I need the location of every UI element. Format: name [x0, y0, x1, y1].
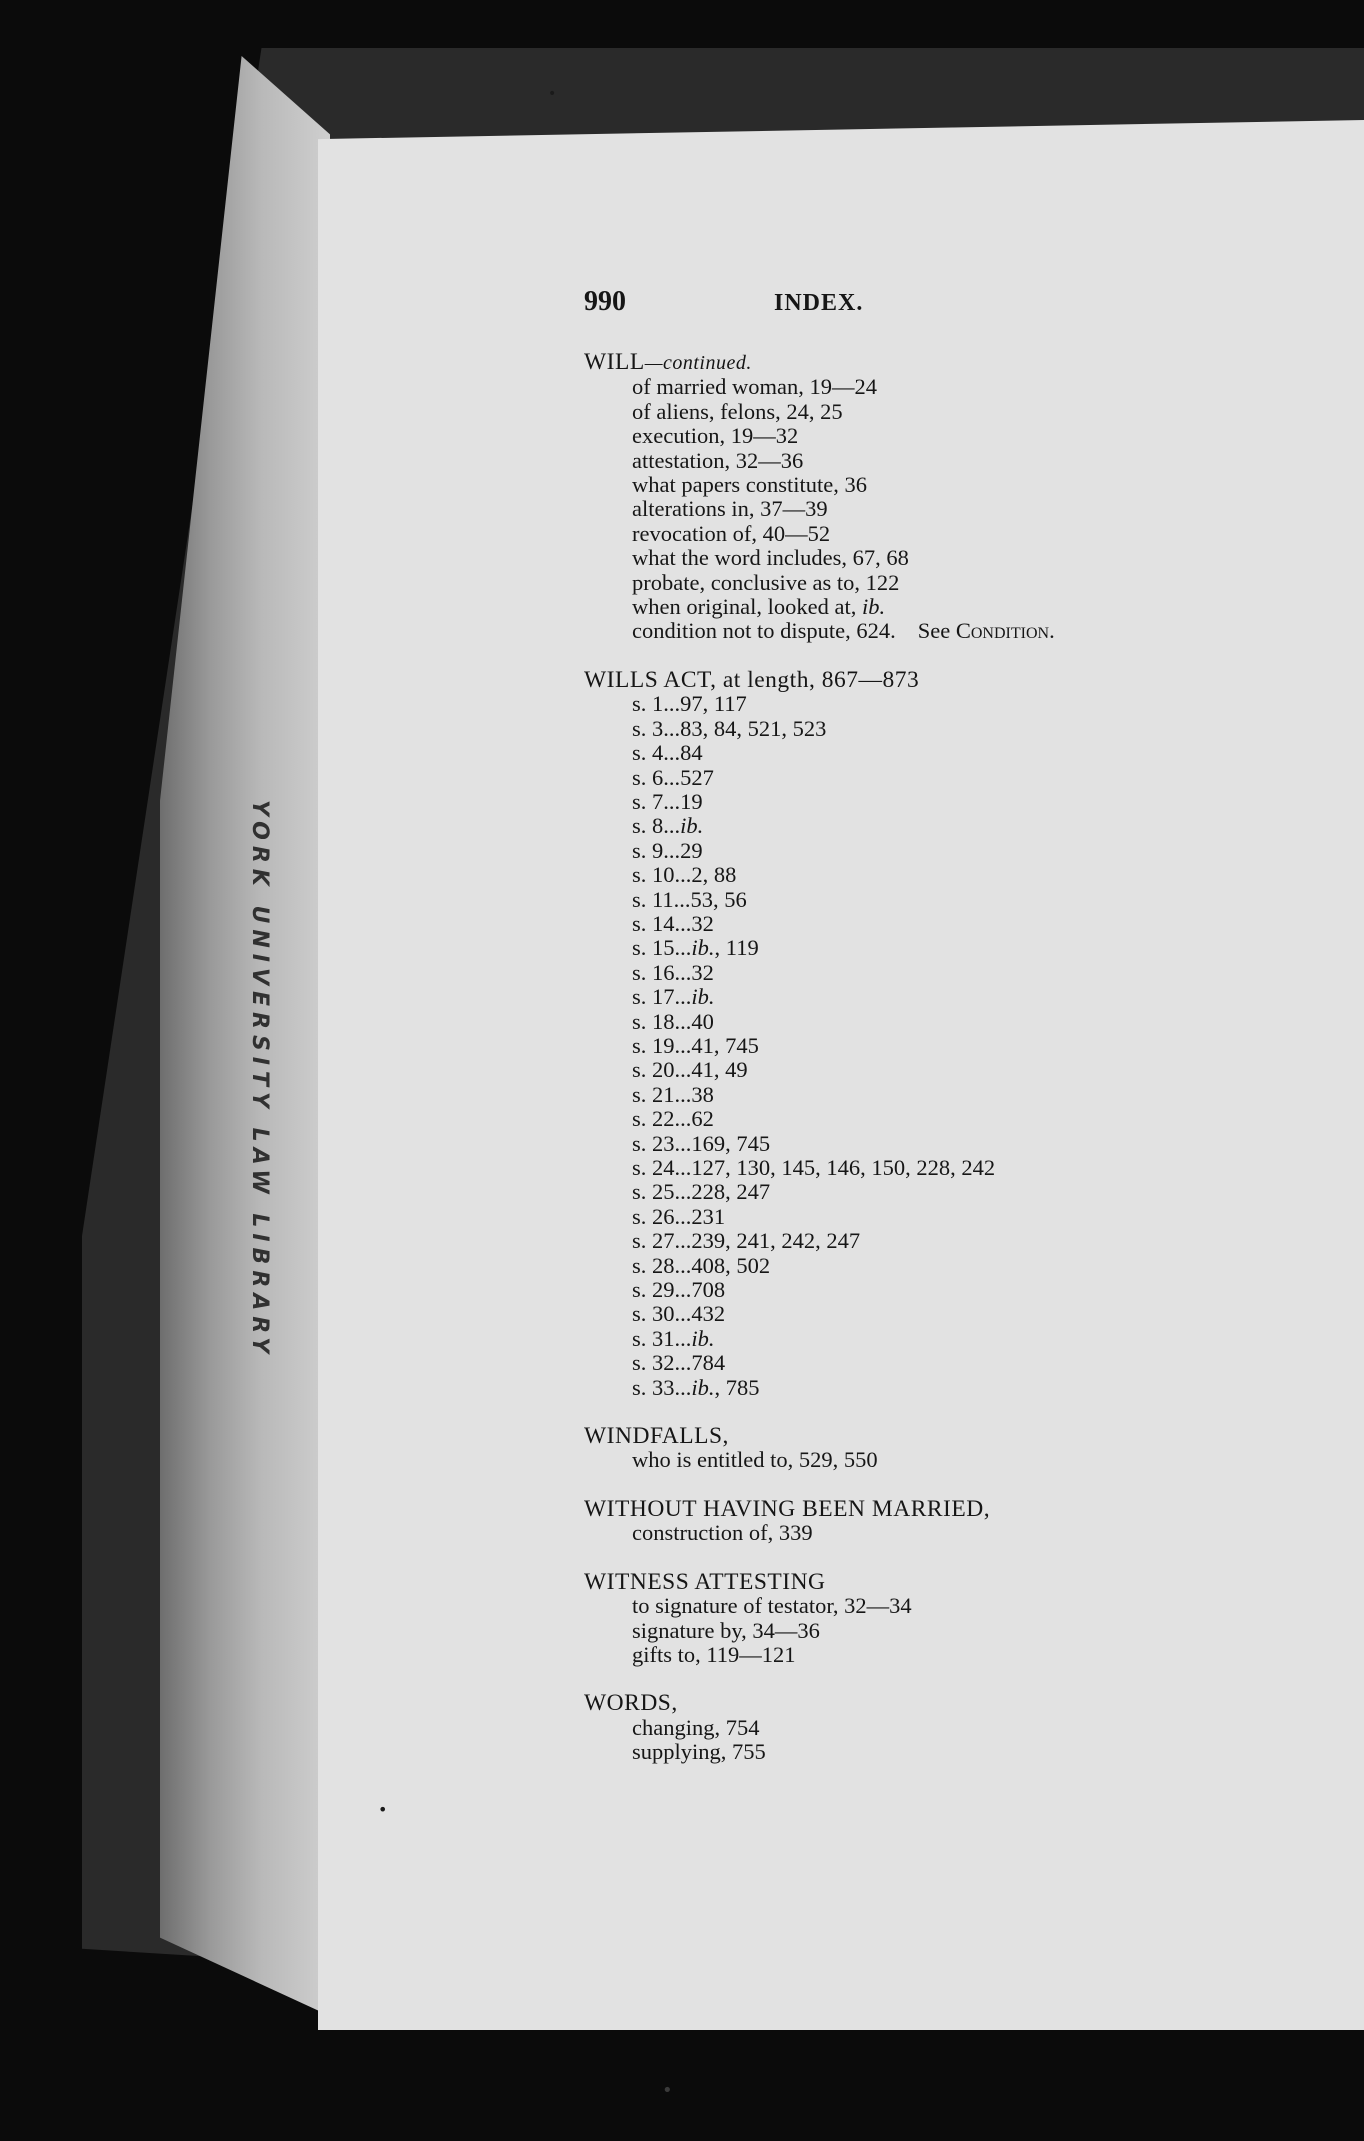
section-ref: s. 18...40 [632, 1008, 714, 1034]
section-ref: s. 15...ib., 119 [632, 935, 759, 961]
page-header [584, 286, 1224, 330]
section-ref: s. 28...408, 502 [632, 1252, 771, 1278]
entry-heading: WILLS ACT, at length, 867—873 [584, 666, 920, 693]
section-ref: s. 33...ib., 785 [632, 1374, 760, 1400]
entry-line: of aliens, felons, 24, 25 [632, 398, 843, 424]
entry-line: execution, 19—32 [632, 423, 799, 449]
entry-line: when original, looked at, ib. [632, 594, 886, 620]
section-ref: s. 3...83, 84, 521, 523 [632, 715, 827, 741]
entry-line: attestation, 32—36 [632, 447, 804, 473]
section-ref: s. 31...ib. [632, 1325, 715, 1351]
page-content [584, 286, 1224, 1789]
entry-line: what papers constitute, 36 [632, 472, 867, 498]
running-head: INDEX. [774, 290, 864, 316]
section-ref: s. 27...239, 241, 242, 247 [632, 1228, 861, 1254]
index-entry-witness-attesting [584, 1570, 1224, 1668]
index-entry-wills-act [584, 668, 1224, 1400]
section-ref: s. 22...62 [632, 1106, 714, 1132]
section-ref: s. 21...38 [632, 1081, 714, 1107]
index-entry-will [584, 350, 1224, 644]
section-ref: s. 17...ib. [632, 984, 715, 1010]
entry-line: probate, conclusive as to, 122 [632, 569, 900, 595]
index-entry-words [584, 1691, 1224, 1764]
library-stamp: YORK UNIVERSITY LAW LIBRARY [247, 800, 272, 1360]
entry-line: alterations in, 37—39 [632, 496, 828, 522]
entry-lines [584, 375, 1224, 595]
entry-heading: WORDS, [584, 1690, 678, 1717]
ink-speck: • [548, 86, 557, 102]
entry-line: who is entitled to, 529, 550 [632, 1447, 878, 1473]
section-ref: s. 23...169, 745 [632, 1130, 771, 1156]
section-ref: s. 9...29 [632, 837, 703, 863]
entry-line: revocation of, 40—52 [632, 520, 831, 546]
entry-line: changing, 754 [632, 1714, 760, 1740]
section-ref: s. 10...2, 88 [632, 862, 737, 888]
entry-line: condition not to dispute, 624. See Condition. [632, 618, 1055, 644]
section-ref: s. 29...708 [632, 1277, 726, 1303]
section-ref: s. 32...784 [632, 1350, 726, 1376]
entry-line: signature by, 34—36 [632, 1617, 820, 1643]
section-ref: s. 14...32 [632, 910, 714, 936]
entry-heading: WILL—continued. [584, 349, 752, 375]
index-entry-without-having-been-married [584, 1497, 1224, 1546]
section-ref: s. 25...228, 247 [632, 1179, 771, 1205]
entry-heading: WINDFALLS, [584, 1423, 729, 1450]
entry-heading: WITNESS ATTESTING [584, 1568, 826, 1595]
entry-line: to signature of testator, 32—34 [632, 1593, 912, 1619]
page-number: 990 [584, 286, 626, 317]
entry-line: construction of, 339 [632, 1520, 813, 1546]
section-ref: s. 7...19 [632, 788, 703, 814]
section-ref: s. 1...97, 117 [632, 691, 747, 717]
section-ref: s. 11...53, 56 [632, 886, 747, 912]
section-ref: s. 8...ib. [632, 813, 704, 839]
cross-reference: Condition. [955, 618, 1055, 644]
entry-heading: WITHOUT HAVING BEEN MARRIED, [584, 1495, 991, 1522]
ink-speck: • [378, 1800, 388, 1819]
entry-line: what the word includes, 67, 68 [632, 545, 909, 571]
section-ref: s. 6...527 [632, 764, 714, 790]
section-ref: s. 4...84 [632, 740, 703, 766]
entry-line: supplying, 755 [632, 1739, 766, 1765]
section-ref: s. 24...127, 130, 145, 146, 150, 228, 242 [632, 1155, 996, 1180]
entry-line: gifts to, 119—121 [632, 1641, 796, 1667]
section-ref: s. 26...231 [632, 1203, 726, 1229]
section-ref: s. 16...32 [632, 959, 714, 985]
ink-speck: • [662, 2080, 673, 2101]
section-ref: s. 19...41, 745 [632, 1032, 759, 1058]
section-ref: s. 30...432 [632, 1301, 726, 1327]
section-ref: s. 20...41, 49 [632, 1057, 748, 1083]
section-list [584, 692, 1224, 1400]
entry-line: of married woman, 19—24 [632, 374, 877, 400]
index-entry-windfalls [584, 1424, 1224, 1473]
continued-label: —continued. [644, 352, 752, 374]
